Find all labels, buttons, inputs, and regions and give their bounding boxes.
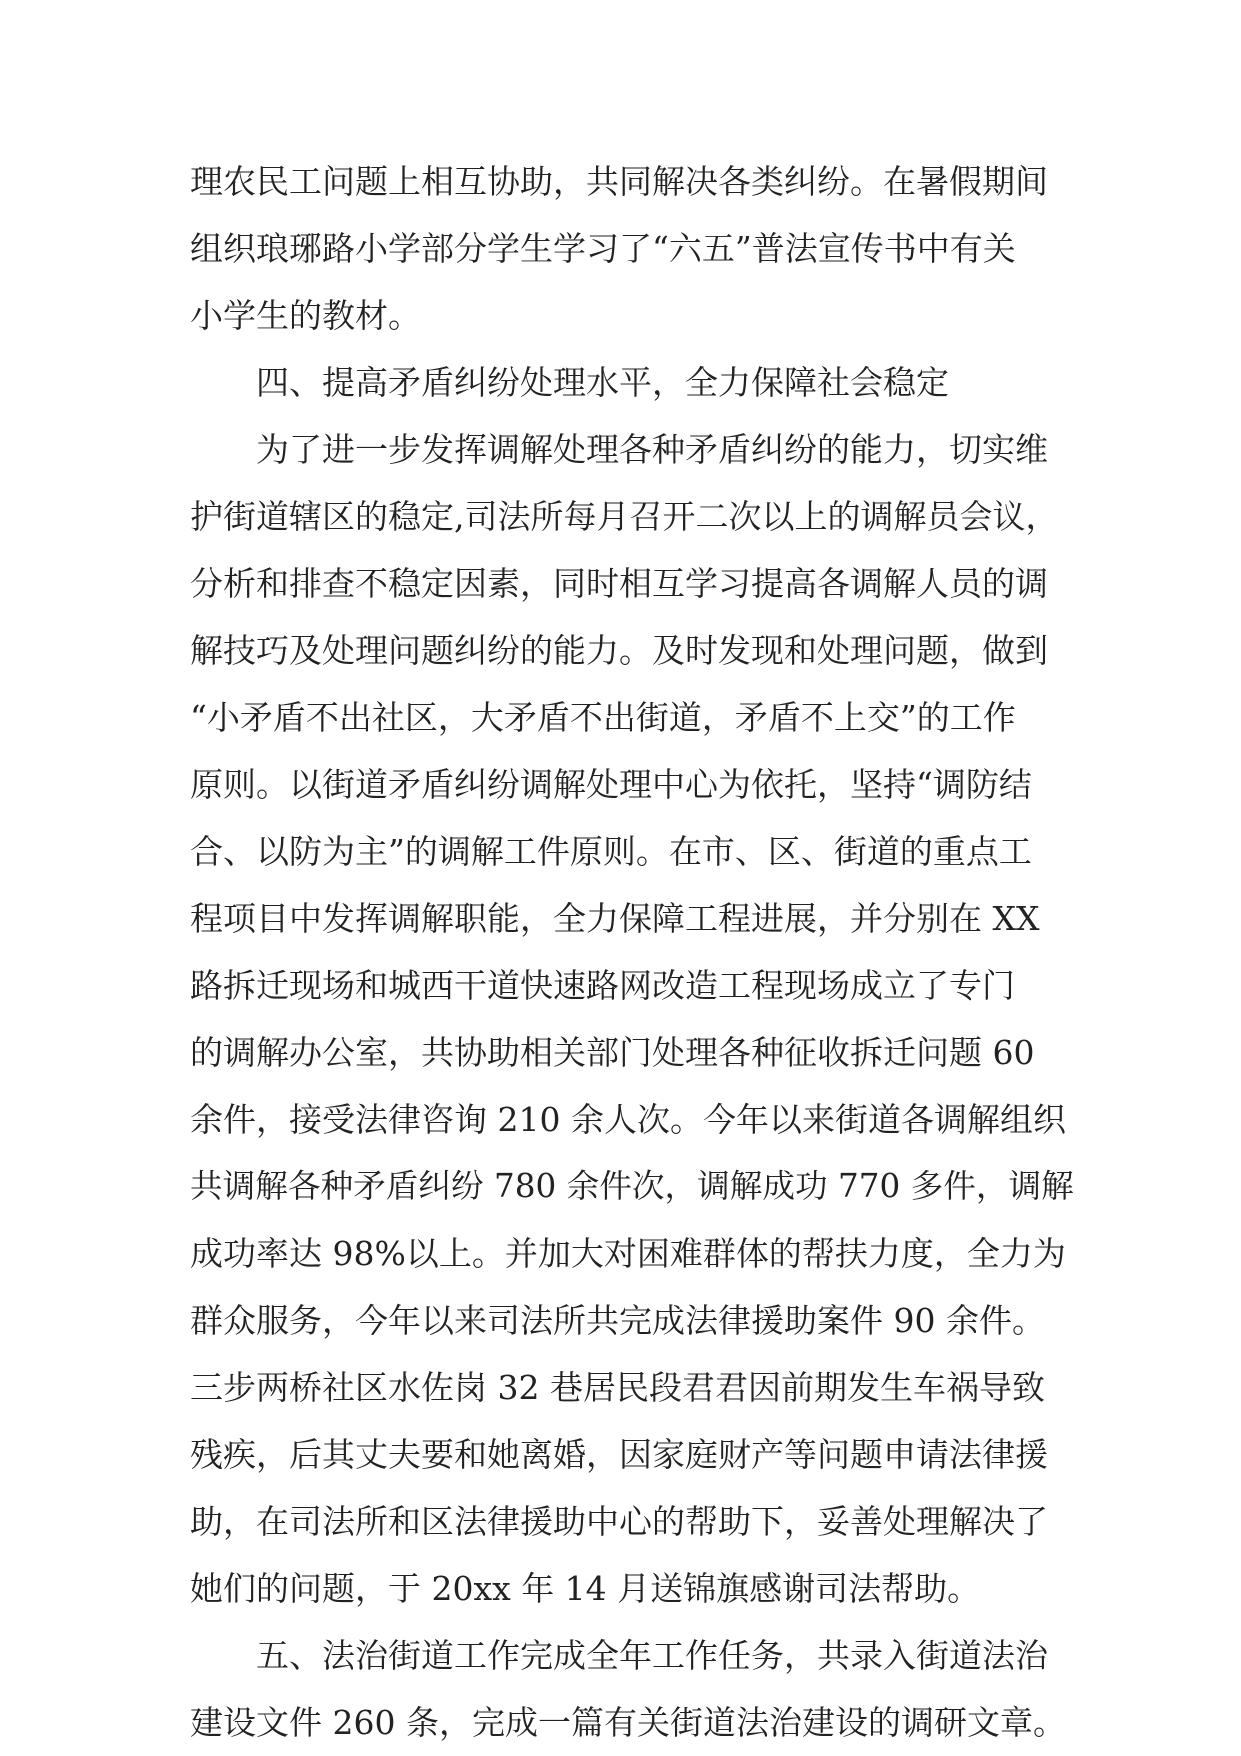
text-line: 助，在司法所和区法律援助中心的帮助下，妥善处理解决了 bbox=[190, 1502, 1048, 1541]
text-line: 解技巧及处理问题纠纷的能力。及时发现和处理问题，做到 bbox=[190, 631, 1048, 670]
text-line: 她们的问题，于 20xx 年 14 月送锦旗感谢司法帮助。 bbox=[190, 1569, 981, 1608]
text-line: 程项目中发挥调解职能，全力保障工程进展，并分别在 XX bbox=[190, 899, 1040, 938]
text-line: 成功率达 98%以上。并加大对困难群体的帮扶力度，全力为 bbox=[190, 1234, 1066, 1273]
text-line: 合、以防为主”的调解工件原则。在市、区、街道的重点工 bbox=[190, 832, 1032, 871]
text-line: 护街道辖区的稳定,司法所每月召开二次以上的调解员会议， bbox=[190, 497, 1059, 536]
text-line: 分析和排查不稳定因素，同时相互学习提高各调解人员的调 bbox=[190, 564, 1048, 603]
text-line: 三步两桥社区水佐岗 32 巷居民段君君因前期发生车祸导致 bbox=[190, 1368, 1045, 1407]
text-line: 为了进一步发挥调解处理各种矛盾纠纷的能力，切实维 bbox=[256, 430, 1048, 469]
text-line: 建设文件 260 条，完成一篇有关街道法治建设的调研文章。 bbox=[190, 1703, 1066, 1742]
text-line: 的调解办公室，共协助相关部门处理各种征收拆迁问题 60 bbox=[190, 1033, 1035, 1072]
text-line: “小矛盾不出社区，大矛盾不出街道，矛盾不上交”的工作 bbox=[190, 698, 1016, 737]
text-line: 小学生的教材。 bbox=[190, 296, 421, 335]
text-line: 五、法治街道工作完成全年工作任务，共录入街道法治 bbox=[256, 1636, 1048, 1675]
document-body bbox=[190, 148, 1074, 1756]
text-line: 原则。以街道矛盾纠纷调解处理中心为依托，坚持“调防结 bbox=[190, 765, 1032, 804]
text-line: 余件，接受法律咨询 210 余人次。今年以来街道各调解组织 bbox=[190, 1100, 1066, 1139]
text-line: 四、提高矛盾纠纷处理水平，全力保障社会稳定 bbox=[256, 363, 949, 402]
text-line: 残疾，后其丈夫要和她离婚，因家庭财产等问题申请法律援 bbox=[190, 1435, 1048, 1474]
text-line: 组织琅琊路小学部分学生学习了“六五”普法宣传书中有关 bbox=[190, 229, 1016, 268]
text-line: 路拆迁现场和城西干道快速路网改造工程现场成立了专门 bbox=[190, 966, 1015, 1005]
text-line: 群众服务，今年以来司法所共完成法律援助案件 90 余件。 bbox=[190, 1301, 1045, 1340]
text-line: 共调解各种矛盾纠纷 780 余件次，调解成功 770 多件，调解 bbox=[190, 1167, 1074, 1205]
text-line: 理农民工问题上相互协助，共同解决各类纠纷。在暑假期间 bbox=[190, 162, 1048, 201]
